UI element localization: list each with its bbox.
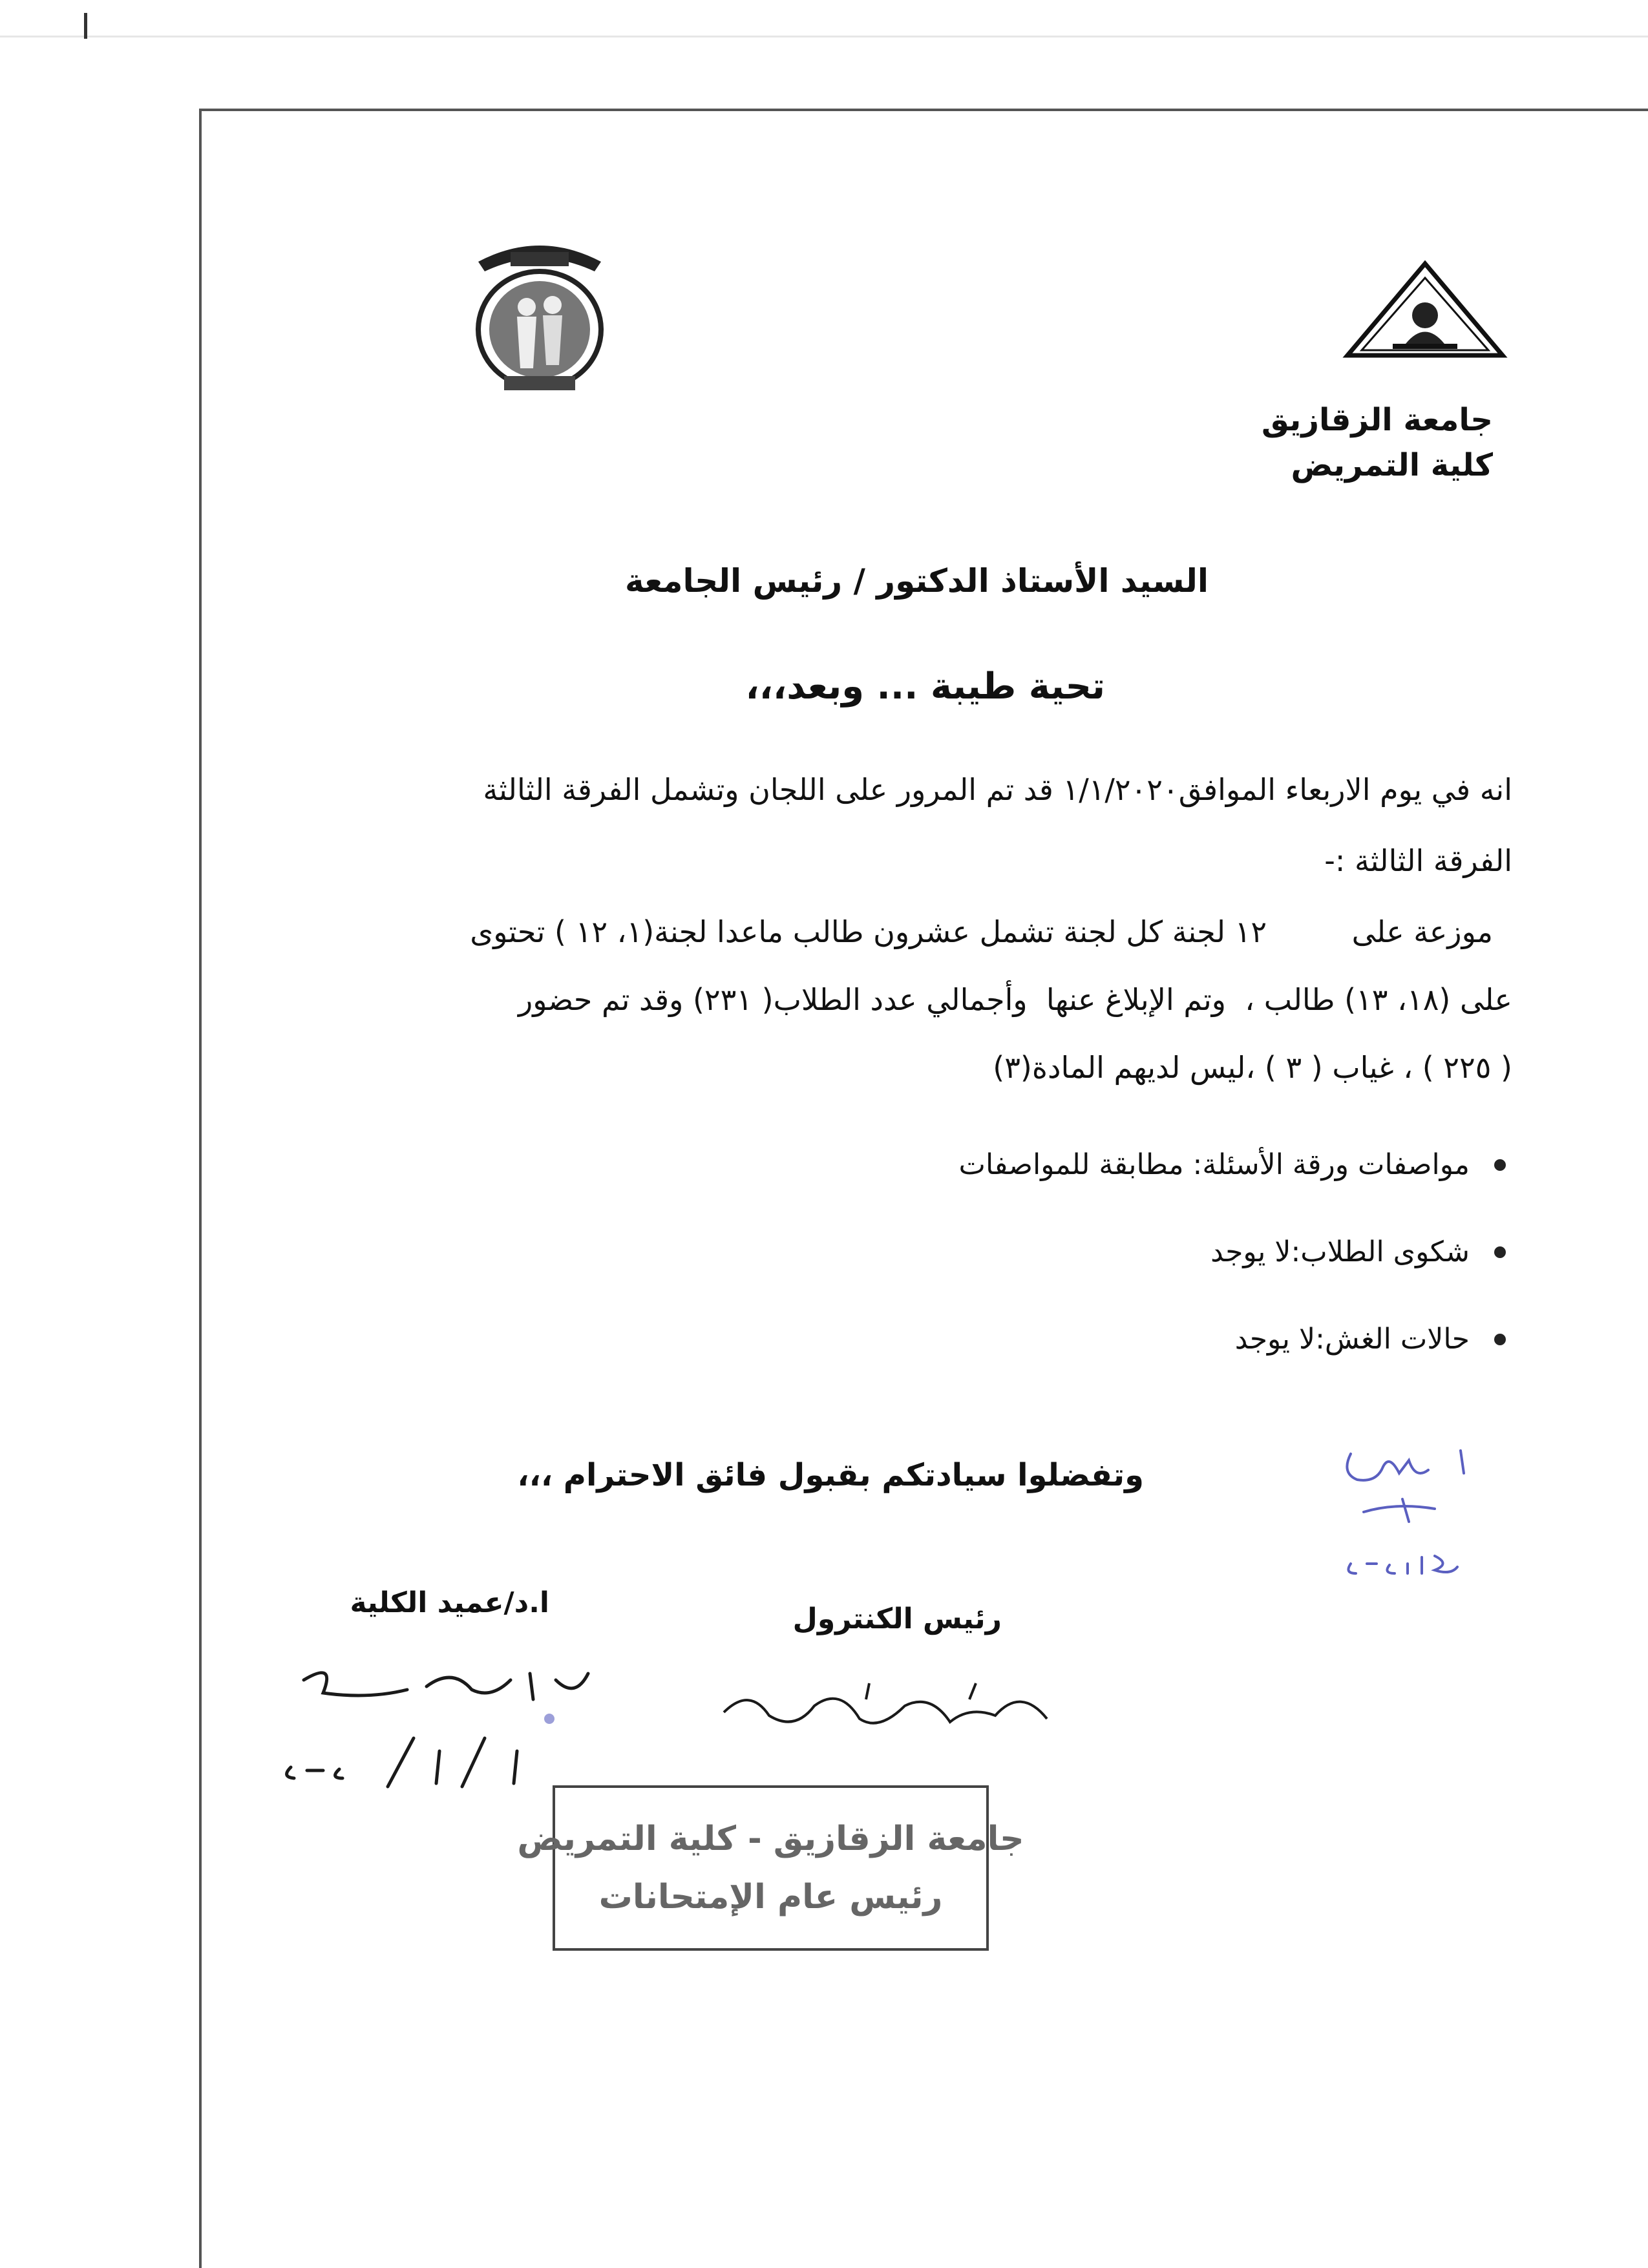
body-line-5: ( ٢٢٥ ) ، غياب ( ٣ ) ،ليس لديهم المادة(٣) [993,1050,1512,1085]
stamp-line-1: جامعة الزقازيق - كلية التمريض [517,1820,1024,1858]
control-head-signature [711,1661,1073,1758]
greeting: تحية طيبة ... وبعد،،، [745,666,1105,708]
stamp-line-2: رئيس عام الإمتحانات [598,1878,943,1916]
corner-mark [84,13,87,39]
page-border-top [199,109,1648,111]
bullet-text: حالات الغش:لا يوجد [1234,1323,1470,1356]
list-item [959,1296,1506,1383]
page-border-left [199,109,202,2268]
body-line-4: على (١٨، ١٣) طالب ، وتم الإبلاغ عنها وأجمالي عدد الطلاب( ٢٣١) وقد تم حضور [518,982,1512,1017]
letterhead [1262,397,1493,488]
handwritten-annotation [1338,1441,1532,1590]
bullet-text: مواصفات ورقة الأسئلة: مطابقة للمواصفات [958,1148,1470,1181]
list-item [959,1121,1506,1208]
university-name: جامعة الزقازيق [1262,402,1493,438]
list-item [959,1208,1506,1296]
faculty-name: كلية التمريض [1291,447,1493,483]
addressee: السيد الأستاذ الدكتور / رئيس الجامعة [624,562,1209,600]
zagazig-university-logo [1341,258,1509,362]
exam-office-stamp [517,1785,1024,1951]
dean-title: ا.د/عميد الكلية [350,1586,549,1619]
dean-signature [278,1654,601,1796]
body-line-2: الفرقة الثالثة :- [1324,843,1512,878]
body-line-3: موزعة على ١٢ لجنة كل لجنة تشمل عشرون طالب ماعدا لجنة(١، ١٢ ) تحتوى [470,914,1493,949]
body-line-1: انه في يوم الاربعاء الموافق١/١/٢٠٢٠ قد تم المرور على اللجان وتشمل الفرقة الثالثة [483,772,1512,807]
scan-edge [0,36,1648,37]
bullet-icon [1494,1159,1506,1171]
bullet-icon [1494,1246,1506,1258]
nursing-faculty-emblem [465,233,614,394]
findings-list [959,1121,1506,1383]
bullet-text: شكوى الطلاب:لا يوجد [1210,1235,1470,1268]
bullet-icon [1494,1334,1506,1345]
control-head-title: رئيس الكنترول [792,1602,1002,1635]
closing-line: وتفضلوا سيادتكم بقبول فائق الاحترام ،،، [517,1457,1144,1493]
